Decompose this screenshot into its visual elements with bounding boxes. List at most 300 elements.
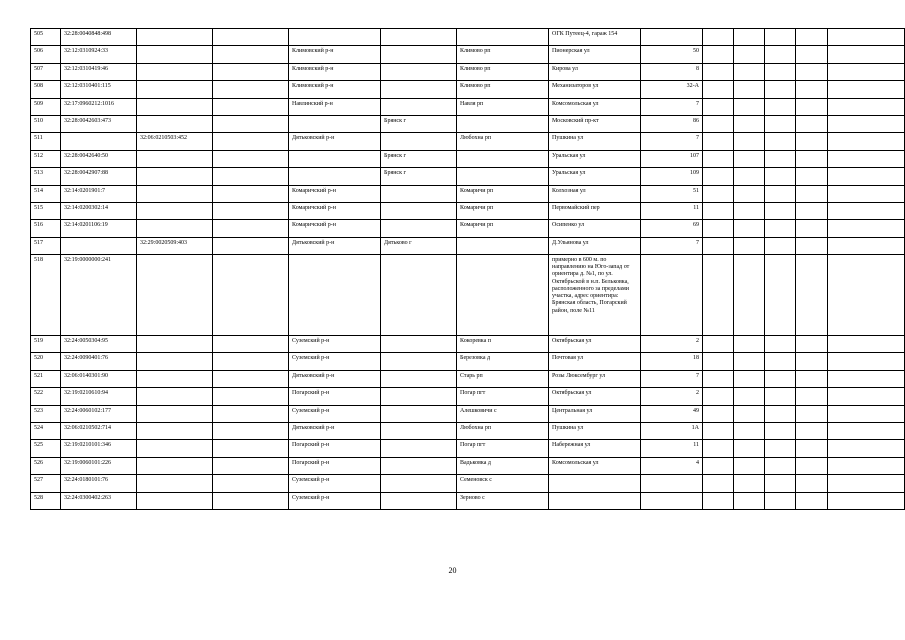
cell-house-number: 32-А <box>641 81 703 98</box>
cell-empty <box>734 405 765 422</box>
cell-empty <box>796 492 828 509</box>
cell-house-number: 109 <box>641 168 703 185</box>
cell-empty <box>213 185 289 202</box>
cell-cadastral-number-alt: 32:29:0020509:403 <box>137 237 213 254</box>
cell-empty <box>828 185 905 202</box>
cell-empty <box>213 492 289 509</box>
cell-district: Суземский р-н <box>289 405 381 422</box>
cell-empty <box>734 150 765 167</box>
cell-cadastral-number-alt <box>137 63 213 80</box>
cell-empty <box>796 202 828 219</box>
cell-row-number: 516 <box>31 220 61 237</box>
cell-house-number: 7 <box>641 370 703 387</box>
cell-city <box>381 353 457 370</box>
cell-row-number: 512 <box>31 150 61 167</box>
cell-settlement: Климово рп <box>457 46 549 63</box>
cell-empty <box>734 81 765 98</box>
cell-empty <box>765 98 796 115</box>
cell-row-number: 525 <box>31 440 61 457</box>
cell-cadastral-number-alt <box>137 370 213 387</box>
cell-empty <box>796 46 828 63</box>
cell-empty <box>796 133 828 150</box>
cell-street: Первомайский пер <box>549 202 641 219</box>
cell-city <box>381 133 457 150</box>
cell-city <box>381 492 457 509</box>
cell-empty <box>828 98 905 115</box>
cell-cadastral-number-alt <box>137 46 213 63</box>
cell-cadastral-number: 32:06:0210502:714 <box>61 423 137 440</box>
cell-city: Брянск г <box>381 168 457 185</box>
cell-empty <box>703 336 734 353</box>
table-row <box>31 133 905 150</box>
cell-cadastral-number-alt <box>137 81 213 98</box>
cell-row-number: 518 <box>31 255 61 336</box>
cell-empty <box>828 336 905 353</box>
cell-cadastral-number: 32:17:0960212:1016 <box>61 98 137 115</box>
cell-empty <box>765 168 796 185</box>
cell-empty <box>796 353 828 370</box>
cell-empty <box>796 255 828 336</box>
cell-district: Климовский р-н <box>289 81 381 98</box>
cell-district <box>289 29 381 46</box>
cell-empty <box>828 115 905 132</box>
cell-empty <box>765 475 796 492</box>
cell-street: примерно в 600 м. по направлению на Юго-запад от ориентира д. №1, по ул. Октябрьской в н.п. Бельковка, расположенного за пределами участка, адрес ориентира: Брянская область, Погарский район, поле №11 <box>549 255 641 336</box>
cell-empty <box>734 133 765 150</box>
cell-empty <box>734 168 765 185</box>
cell-district <box>289 255 381 336</box>
cell-cadastral-number <box>61 237 137 254</box>
cell-house-number: 86 <box>641 115 703 132</box>
cell-house-number: 49 <box>641 405 703 422</box>
cell-cadastral-number: 32:12:0310419:46 <box>61 63 137 80</box>
cell-empty <box>703 46 734 63</box>
cell-district: Климовский р-н <box>289 46 381 63</box>
cell-row-number: 520 <box>31 353 61 370</box>
cell-district: Суземский р-н <box>289 475 381 492</box>
cell-empty <box>734 336 765 353</box>
cell-district: Суземский р-н <box>289 492 381 509</box>
cell-cadastral-number-alt <box>137 492 213 509</box>
cell-row-number: 507 <box>31 63 61 80</box>
table-row <box>31 202 905 219</box>
cell-cadastral-number-alt: 32:06:0210503:452 <box>137 133 213 150</box>
cell-house-number <box>641 475 703 492</box>
cell-street: Розы Люксембург ул <box>549 370 641 387</box>
cell-city <box>381 185 457 202</box>
cell-cadastral-number: 32:14:0201106:19 <box>61 220 137 237</box>
cell-empty <box>765 63 796 80</box>
cell-empty <box>828 388 905 405</box>
cell-cadastral-number: 32:28:0040848:498 <box>61 29 137 46</box>
cell-street: Комсомольская ул <box>549 457 641 474</box>
cell-house-number: 1А <box>641 423 703 440</box>
cell-row-number: 511 <box>31 133 61 150</box>
cell-empty <box>828 457 905 474</box>
cell-district: Комаричский р-н <box>289 202 381 219</box>
cell-empty <box>213 237 289 254</box>
cell-empty <box>828 475 905 492</box>
cell-empty <box>796 440 828 457</box>
cell-city <box>381 370 457 387</box>
cell-street: ОГК Путеец-4, гараж 154 <box>549 29 641 46</box>
cell-empty <box>213 388 289 405</box>
cell-cadastral-number: 32:24:0300402:263 <box>61 492 137 509</box>
cell-empty <box>213 255 289 336</box>
cell-house-number: 7 <box>641 98 703 115</box>
cell-district: Комаричский р-н <box>289 220 381 237</box>
cell-cadastral-number: 32:06:0140301:90 <box>61 370 137 387</box>
cell-row-number: 526 <box>31 457 61 474</box>
cell-city <box>381 405 457 422</box>
cell-empty <box>734 423 765 440</box>
cell-district <box>289 150 381 167</box>
cell-empty <box>703 255 734 336</box>
cell-settlement: Старь рп <box>457 370 549 387</box>
cell-street: Д.Ульянова ул <box>549 237 641 254</box>
cell-settlement <box>457 255 549 336</box>
cell-empty <box>213 29 289 46</box>
table-row <box>31 405 905 422</box>
cell-cadastral-number-alt <box>137 29 213 46</box>
cell-row-number: 528 <box>31 492 61 509</box>
cell-house-number: 18 <box>641 353 703 370</box>
cell-district: Климовский р-н <box>289 63 381 80</box>
table-row <box>31 237 905 254</box>
table-row <box>31 353 905 370</box>
cell-empty <box>828 63 905 80</box>
cell-empty <box>765 46 796 63</box>
cell-row-number: 521 <box>31 370 61 387</box>
cell-row-number: 527 <box>31 475 61 492</box>
table-row <box>31 150 905 167</box>
cell-city <box>381 98 457 115</box>
cell-settlement: Березовка д <box>457 353 549 370</box>
cell-street: Московский пр-кт <box>549 115 641 132</box>
table-row <box>31 457 905 474</box>
cell-empty <box>796 457 828 474</box>
cell-cadastral-number: 32:24:0060102:177 <box>61 405 137 422</box>
cell-cadastral-number-alt <box>137 202 213 219</box>
cell-city <box>381 255 457 336</box>
cell-district <box>289 115 381 132</box>
table-row <box>31 336 905 353</box>
cell-city <box>381 29 457 46</box>
cell-city <box>381 81 457 98</box>
cell-city <box>381 388 457 405</box>
cell-row-number: 515 <box>31 202 61 219</box>
cell-district: Суземский р-н <box>289 336 381 353</box>
cell-street: Набережная ул <box>549 440 641 457</box>
cell-empty <box>213 115 289 132</box>
cell-empty <box>213 46 289 63</box>
cell-street: Комсомольская ул <box>549 98 641 115</box>
cell-empty <box>703 63 734 80</box>
cell-empty <box>734 29 765 46</box>
cell-cadastral-number: 32:19:0000000:241 <box>61 255 137 336</box>
table-row <box>31 29 905 46</box>
table-row <box>31 255 905 336</box>
table-row <box>31 46 905 63</box>
cell-street: Уральская ул <box>549 150 641 167</box>
cell-empty <box>765 220 796 237</box>
cell-cadastral-number-alt <box>137 255 213 336</box>
cell-street: Пушкина ул <box>549 423 641 440</box>
cell-empty <box>765 353 796 370</box>
cell-cadastral-number: 32:19:0210101:346 <box>61 440 137 457</box>
cell-empty <box>765 457 796 474</box>
cell-row-number: 524 <box>31 423 61 440</box>
cell-city <box>381 440 457 457</box>
cell-empty <box>765 115 796 132</box>
table-row <box>31 475 905 492</box>
cell-empty <box>734 220 765 237</box>
cell-settlement <box>457 150 549 167</box>
table-row <box>31 388 905 405</box>
cell-empty <box>828 168 905 185</box>
cell-empty <box>703 388 734 405</box>
cell-settlement: Зерново с <box>457 492 549 509</box>
cell-row-number: 523 <box>31 405 61 422</box>
cell-settlement: Вадьковка д <box>457 457 549 474</box>
cell-empty <box>828 255 905 336</box>
table-row <box>31 440 905 457</box>
cell-empty <box>796 115 828 132</box>
cell-street: Уральская ул <box>549 168 641 185</box>
cell-cadastral-number: 32:28:0042907:88 <box>61 168 137 185</box>
cell-district: Дятьковский р-н <box>289 133 381 150</box>
cell-street <box>549 475 641 492</box>
cell-empty <box>828 46 905 63</box>
cell-empty <box>734 237 765 254</box>
cell-row-number: 509 <box>31 98 61 115</box>
cell-city <box>381 46 457 63</box>
cell-empty <box>734 457 765 474</box>
cell-house-number: 11 <box>641 202 703 219</box>
cell-settlement: Климово рп <box>457 63 549 80</box>
cell-house-number: 50 <box>641 46 703 63</box>
cell-cadastral-number-alt <box>137 405 213 422</box>
cell-empty <box>703 81 734 98</box>
cell-house-number <box>641 255 703 336</box>
cell-empty <box>796 220 828 237</box>
cell-empty <box>796 81 828 98</box>
table-row <box>31 423 905 440</box>
cell-empty <box>796 29 828 46</box>
cell-empty <box>765 423 796 440</box>
cell-row-number: 517 <box>31 237 61 254</box>
table-row <box>31 98 905 115</box>
cell-empty <box>703 353 734 370</box>
cell-settlement: Любохна рп <box>457 133 549 150</box>
cell-settlement <box>457 29 549 46</box>
cell-empty <box>828 423 905 440</box>
cell-empty <box>828 133 905 150</box>
cell-empty <box>734 475 765 492</box>
cell-empty <box>796 405 828 422</box>
cell-cadastral-number-alt <box>137 115 213 132</box>
cell-house-number: 51 <box>641 185 703 202</box>
cell-house-number: 8 <box>641 63 703 80</box>
table-row <box>31 220 905 237</box>
cell-cadastral-number: 32:14:0200302:14 <box>61 202 137 219</box>
table-row <box>31 185 905 202</box>
cell-settlement: Погар пгт <box>457 388 549 405</box>
cell-street: Октябрьская ул <box>549 336 641 353</box>
cell-cadastral-number: 32:14:0201901:7 <box>61 185 137 202</box>
cell-empty <box>828 81 905 98</box>
table-row <box>31 81 905 98</box>
cell-empty <box>828 220 905 237</box>
cell-cadastral-number-alt <box>137 168 213 185</box>
cell-street: Пушкина ул <box>549 133 641 150</box>
cell-empty <box>734 255 765 336</box>
cell-settlement: Кокоревка п <box>457 336 549 353</box>
cell-street: Пионерская ул <box>549 46 641 63</box>
table-row <box>31 492 905 509</box>
cell-empty <box>734 492 765 509</box>
cell-city <box>381 336 457 353</box>
cell-house-number: 7 <box>641 133 703 150</box>
cell-empty <box>765 29 796 46</box>
cell-row-number: 519 <box>31 336 61 353</box>
cell-cadastral-number-alt <box>137 336 213 353</box>
cell-empty <box>703 185 734 202</box>
cell-empty <box>765 237 796 254</box>
cell-row-number: 508 <box>31 81 61 98</box>
cell-empty <box>765 133 796 150</box>
cell-empty <box>765 388 796 405</box>
cell-city: Брянск г <box>381 115 457 132</box>
cell-empty <box>703 440 734 457</box>
table-row <box>31 370 905 387</box>
cell-empty <box>765 440 796 457</box>
cell-empty <box>828 492 905 509</box>
cell-settlement <box>457 115 549 132</box>
table-row <box>31 63 905 80</box>
cell-cadastral-number: 32:19:0060101:226 <box>61 457 137 474</box>
cell-empty <box>213 423 289 440</box>
cell-empty <box>765 150 796 167</box>
cell-cadastral-number: 32:24:0050304:95 <box>61 336 137 353</box>
cell-row-number: 506 <box>31 46 61 63</box>
cell-cadastral-number: 32:28:0042640:50 <box>61 150 137 167</box>
cell-empty <box>213 405 289 422</box>
cell-empty <box>765 202 796 219</box>
cell-settlement: Комаричи рп <box>457 185 549 202</box>
cell-empty <box>796 185 828 202</box>
cell-cadastral-number-alt <box>137 220 213 237</box>
table-body <box>31 29 905 510</box>
cell-empty <box>213 168 289 185</box>
cell-empty <box>765 492 796 509</box>
cell-empty <box>213 370 289 387</box>
cell-cadastral-number: 32:28:0042603:473 <box>61 115 137 132</box>
cell-house-number: 2 <box>641 388 703 405</box>
cell-row-number: 510 <box>31 115 61 132</box>
cell-empty <box>703 237 734 254</box>
cell-settlement: Семеновск с <box>457 475 549 492</box>
cell-empty <box>703 492 734 509</box>
cell-street: Кирова ул <box>549 63 641 80</box>
cell-cadastral-number-alt <box>137 98 213 115</box>
cell-empty <box>213 353 289 370</box>
cell-house-number: 2 <box>641 336 703 353</box>
cell-empty <box>734 46 765 63</box>
cell-empty <box>796 423 828 440</box>
cell-cadastral-number-alt <box>137 150 213 167</box>
cell-settlement: Комаричи рп <box>457 202 549 219</box>
cell-empty <box>796 98 828 115</box>
cell-empty <box>828 405 905 422</box>
cell-cadastral-number: 32:24:0180101:76 <box>61 475 137 492</box>
cell-empty <box>765 405 796 422</box>
cell-empty <box>734 440 765 457</box>
cell-district: Погарский р-н <box>289 440 381 457</box>
cell-empty <box>828 237 905 254</box>
cell-cadastral-number-alt <box>137 475 213 492</box>
cell-empty <box>213 63 289 80</box>
cell-street <box>549 492 641 509</box>
cell-house-number <box>641 492 703 509</box>
cell-empty <box>734 98 765 115</box>
cell-settlement <box>457 237 549 254</box>
cell-house-number: 107 <box>641 150 703 167</box>
cell-empty <box>703 405 734 422</box>
cell-district: Дятьковский р-н <box>289 423 381 440</box>
cell-empty <box>796 63 828 80</box>
cell-city <box>381 202 457 219</box>
cell-street: Колхозная ул <box>549 185 641 202</box>
cell-empty <box>703 423 734 440</box>
cell-street: Центральная ул <box>549 405 641 422</box>
cell-cadastral-number-alt <box>137 423 213 440</box>
cell-house-number: 7 <box>641 237 703 254</box>
cell-settlement: Комаричи рп <box>457 220 549 237</box>
cell-empty <box>734 353 765 370</box>
cell-empty <box>765 370 796 387</box>
cell-empty <box>765 185 796 202</box>
cell-empty <box>213 220 289 237</box>
cell-empty <box>765 255 796 336</box>
cell-empty <box>703 370 734 387</box>
cell-cadastral-number-alt <box>137 457 213 474</box>
cell-street: Октябрьская ул <box>549 388 641 405</box>
cell-empty <box>828 440 905 457</box>
cell-cadastral-number: 32:12:0310924:33 <box>61 46 137 63</box>
cell-empty <box>796 150 828 167</box>
cell-empty <box>734 370 765 387</box>
cell-cadastral-number-alt <box>137 388 213 405</box>
cell-city: Дятьково г <box>381 237 457 254</box>
cell-district: Навлинский р-н <box>289 98 381 115</box>
cell-row-number: 513 <box>31 168 61 185</box>
cell-empty <box>734 388 765 405</box>
cell-house-number: 11 <box>641 440 703 457</box>
cell-empty <box>796 237 828 254</box>
cell-empty <box>703 150 734 167</box>
cell-empty <box>765 81 796 98</box>
cell-empty <box>213 202 289 219</box>
cell-house-number <box>641 29 703 46</box>
cell-house-number: 4 <box>641 457 703 474</box>
cell-empty <box>734 63 765 80</box>
cell-house-number: 69 <box>641 220 703 237</box>
cell-empty <box>828 353 905 370</box>
cell-empty <box>703 202 734 219</box>
cell-empty <box>213 475 289 492</box>
cell-empty <box>734 202 765 219</box>
